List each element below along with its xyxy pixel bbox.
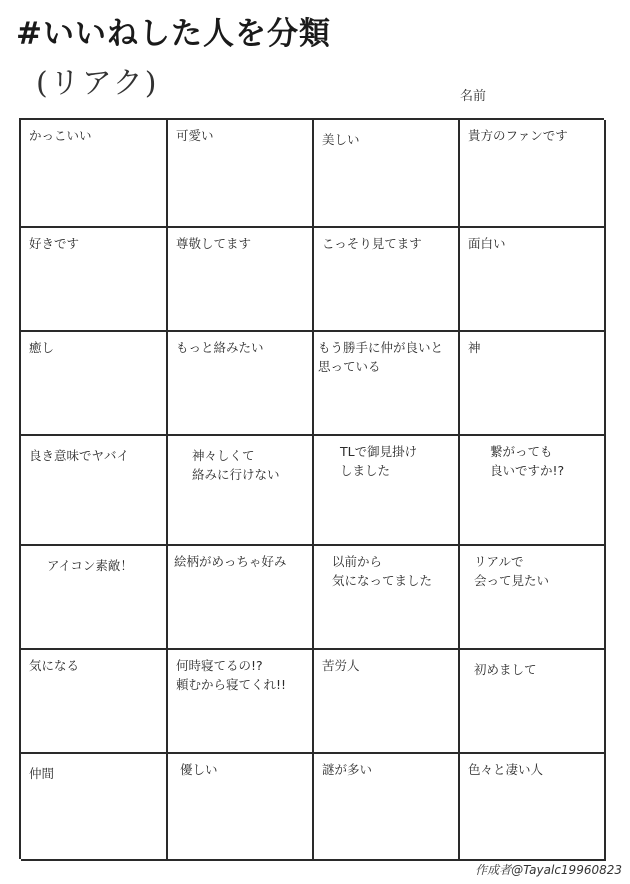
grid-cell: 面白い <box>460 228 606 332</box>
grid-cell: もっと絡みたい <box>168 332 314 436</box>
grid-cell: 神々しくて 絡みに行けない <box>168 436 314 546</box>
grid-cell: 優しい <box>168 754 314 861</box>
grid-cell: 好きです <box>21 228 168 332</box>
grid-cell: 苦労人 <box>314 650 460 754</box>
grid-cell: 神 <box>460 332 606 436</box>
grid-cell: 謎が多い <box>314 754 460 861</box>
grid-cell: 気になる <box>21 650 168 754</box>
grid-cell: 尊敬してます <box>168 228 314 332</box>
grid-cell: 色々と凄い人 <box>460 754 606 861</box>
grid-cell: リアルで 会って見たい <box>460 546 606 650</box>
grid-cell: かっこいい <box>21 120 168 228</box>
grid-cell: 可愛い <box>168 120 314 228</box>
page-title: #いいねした人を分類 <box>16 16 331 52</box>
grid-cell: 初めまして <box>460 650 606 754</box>
page-subtitle: (リアク) <box>36 66 159 101</box>
grid-cell: 仲間 <box>21 754 168 861</box>
grid-cell: 癒し <box>21 332 168 436</box>
grid-cell: 何時寝てるの!? 頼むから寝てくれ!! <box>168 650 314 754</box>
name-label: 名前 <box>460 89 487 104</box>
grid-cell: もう勝手に仲が良いと思っている <box>314 332 460 436</box>
grid-cell: 以前から 気になってました <box>314 546 460 650</box>
grid-cell: 美しい <box>314 120 460 228</box>
classification-grid <box>19 118 604 859</box>
grid-cell: 貴方のファンです <box>460 120 606 228</box>
author-credit: 作成者@Tayalc19960823 <box>475 863 622 877</box>
grid-cell: 絵柄がめっちゃ好み <box>168 546 314 650</box>
grid-cell: 繋がっても 良いですか!? <box>460 436 606 546</box>
grid-cell: アイコン素敵！ <box>21 546 168 650</box>
grid-cell: TLで御見掛け しました <box>314 436 460 546</box>
grid-cell: 良き意味でヤバイ <box>21 436 168 546</box>
grid-cell: こっそり見てます <box>314 228 460 332</box>
